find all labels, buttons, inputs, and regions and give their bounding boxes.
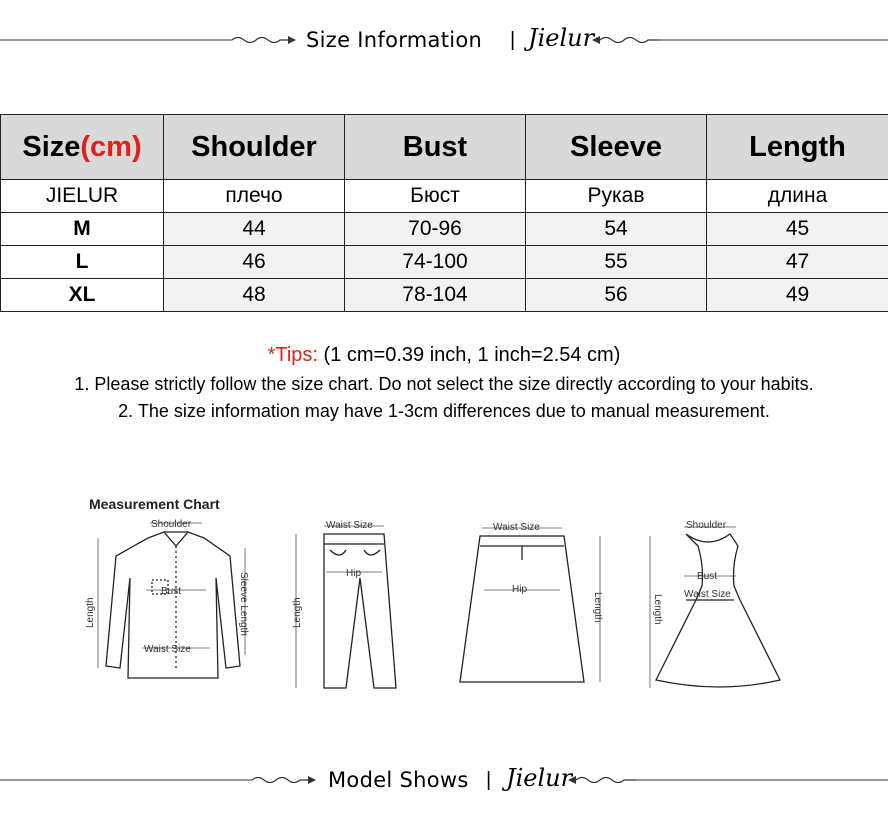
size-cell: L — [1, 246, 164, 279]
subheader-cell: Рукав — [526, 180, 707, 213]
tips-label: *Tips: — [267, 344, 318, 366]
size-information-banner — [0, 20, 888, 60]
tips-line — [0, 344, 888, 367]
shirt-length-label: Length — [85, 597, 96, 628]
skirt-hip-label: Hip — [512, 584, 528, 595]
sleeve-cell: 56 — [526, 279, 707, 312]
banner-title: Model Shows — [328, 768, 469, 792]
subheader-cell: Бюст — [345, 180, 526, 213]
pants-waist-label: Waist Size — [326, 520, 373, 531]
tips-conversion: (1 cm=0.39 inch, 1 inch=2.54 cm) — [318, 344, 621, 366]
table-row — [1, 246, 888, 279]
model-shows-banner — [0, 760, 888, 800]
table-row — [1, 279, 888, 312]
subheader-cell: плечо — [164, 180, 345, 213]
skirt-illustration — [460, 536, 584, 682]
measurement-chart-title: Measurement Chart — [89, 496, 220, 512]
header-sleeve: Sleeve — [526, 115, 707, 180]
header-bust: Bust — [345, 115, 526, 180]
dress-illustration — [656, 534, 780, 687]
banner-separator: | — [510, 29, 516, 51]
header-size: Size(cm) — [1, 115, 164, 180]
pants-length-label: Length — [292, 597, 303, 628]
note-2: 2. The size information may have 1-3cm differences due to manual measurement. — [118, 401, 770, 421]
length-cell: 45 — [707, 213, 888, 246]
table-subheader-row — [1, 180, 888, 213]
table-row — [1, 213, 888, 246]
length-cell: 47 — [707, 246, 888, 279]
dress-bust-label: Bust — [697, 571, 718, 582]
pants-hip-label: Hip — [346, 568, 362, 579]
bust-cell: 74-100 — [345, 246, 526, 279]
banner-separator: | — [486, 769, 492, 791]
bust-cell: 78-104 — [345, 279, 526, 312]
shirt-bust-label: Bust — [161, 586, 182, 597]
dress-length-label: Length — [652, 594, 663, 625]
header-shoulder: Shoulder — [164, 115, 345, 180]
measurement-chart — [80, 490, 800, 720]
pants-illustration — [324, 534, 396, 688]
length-cell: 49 — [707, 279, 888, 312]
shirt-waist-label: Waist Size — [144, 644, 191, 655]
shoulder-cell: 44 — [164, 213, 345, 246]
shoulder-cell: 48 — [164, 279, 345, 312]
size-unit: (cm) — [80, 130, 142, 163]
skirt-waist-label: Waist Size — [493, 522, 540, 533]
note-1: 1. Please strictly follow the size chart. Do not select the size directly according to your habits. — [74, 374, 814, 394]
dress-waist-label: Waist Size — [684, 589, 731, 600]
sleeve-cell: 55 — [526, 246, 707, 279]
size-table — [0, 114, 888, 312]
shirt-sleeve-label: Sleeve Length — [238, 572, 249, 636]
banner-title: Size Information — [306, 28, 483, 52]
brand-name: Jielur — [528, 24, 595, 52]
bust-cell: 70-96 — [345, 213, 526, 246]
shirt-illustration — [106, 532, 240, 678]
dress-shoulder-label: Shoulder — [686, 520, 727, 531]
shoulder-cell: 46 — [164, 246, 345, 279]
skirt-length-label: Length — [592, 592, 603, 623]
header-length: Length — [707, 115, 888, 180]
size-cell: M — [1, 213, 164, 246]
sleeve-cell: 54 — [526, 213, 707, 246]
subheader-cell: JIELUR — [1, 180, 164, 213]
size-cell: XL — [1, 279, 164, 312]
shirt-shoulder-label: Shoulder — [151, 519, 192, 530]
table-header-row — [1, 115, 888, 180]
subheader-cell: длина — [707, 180, 888, 213]
brand-name: Jielur — [506, 764, 573, 792]
